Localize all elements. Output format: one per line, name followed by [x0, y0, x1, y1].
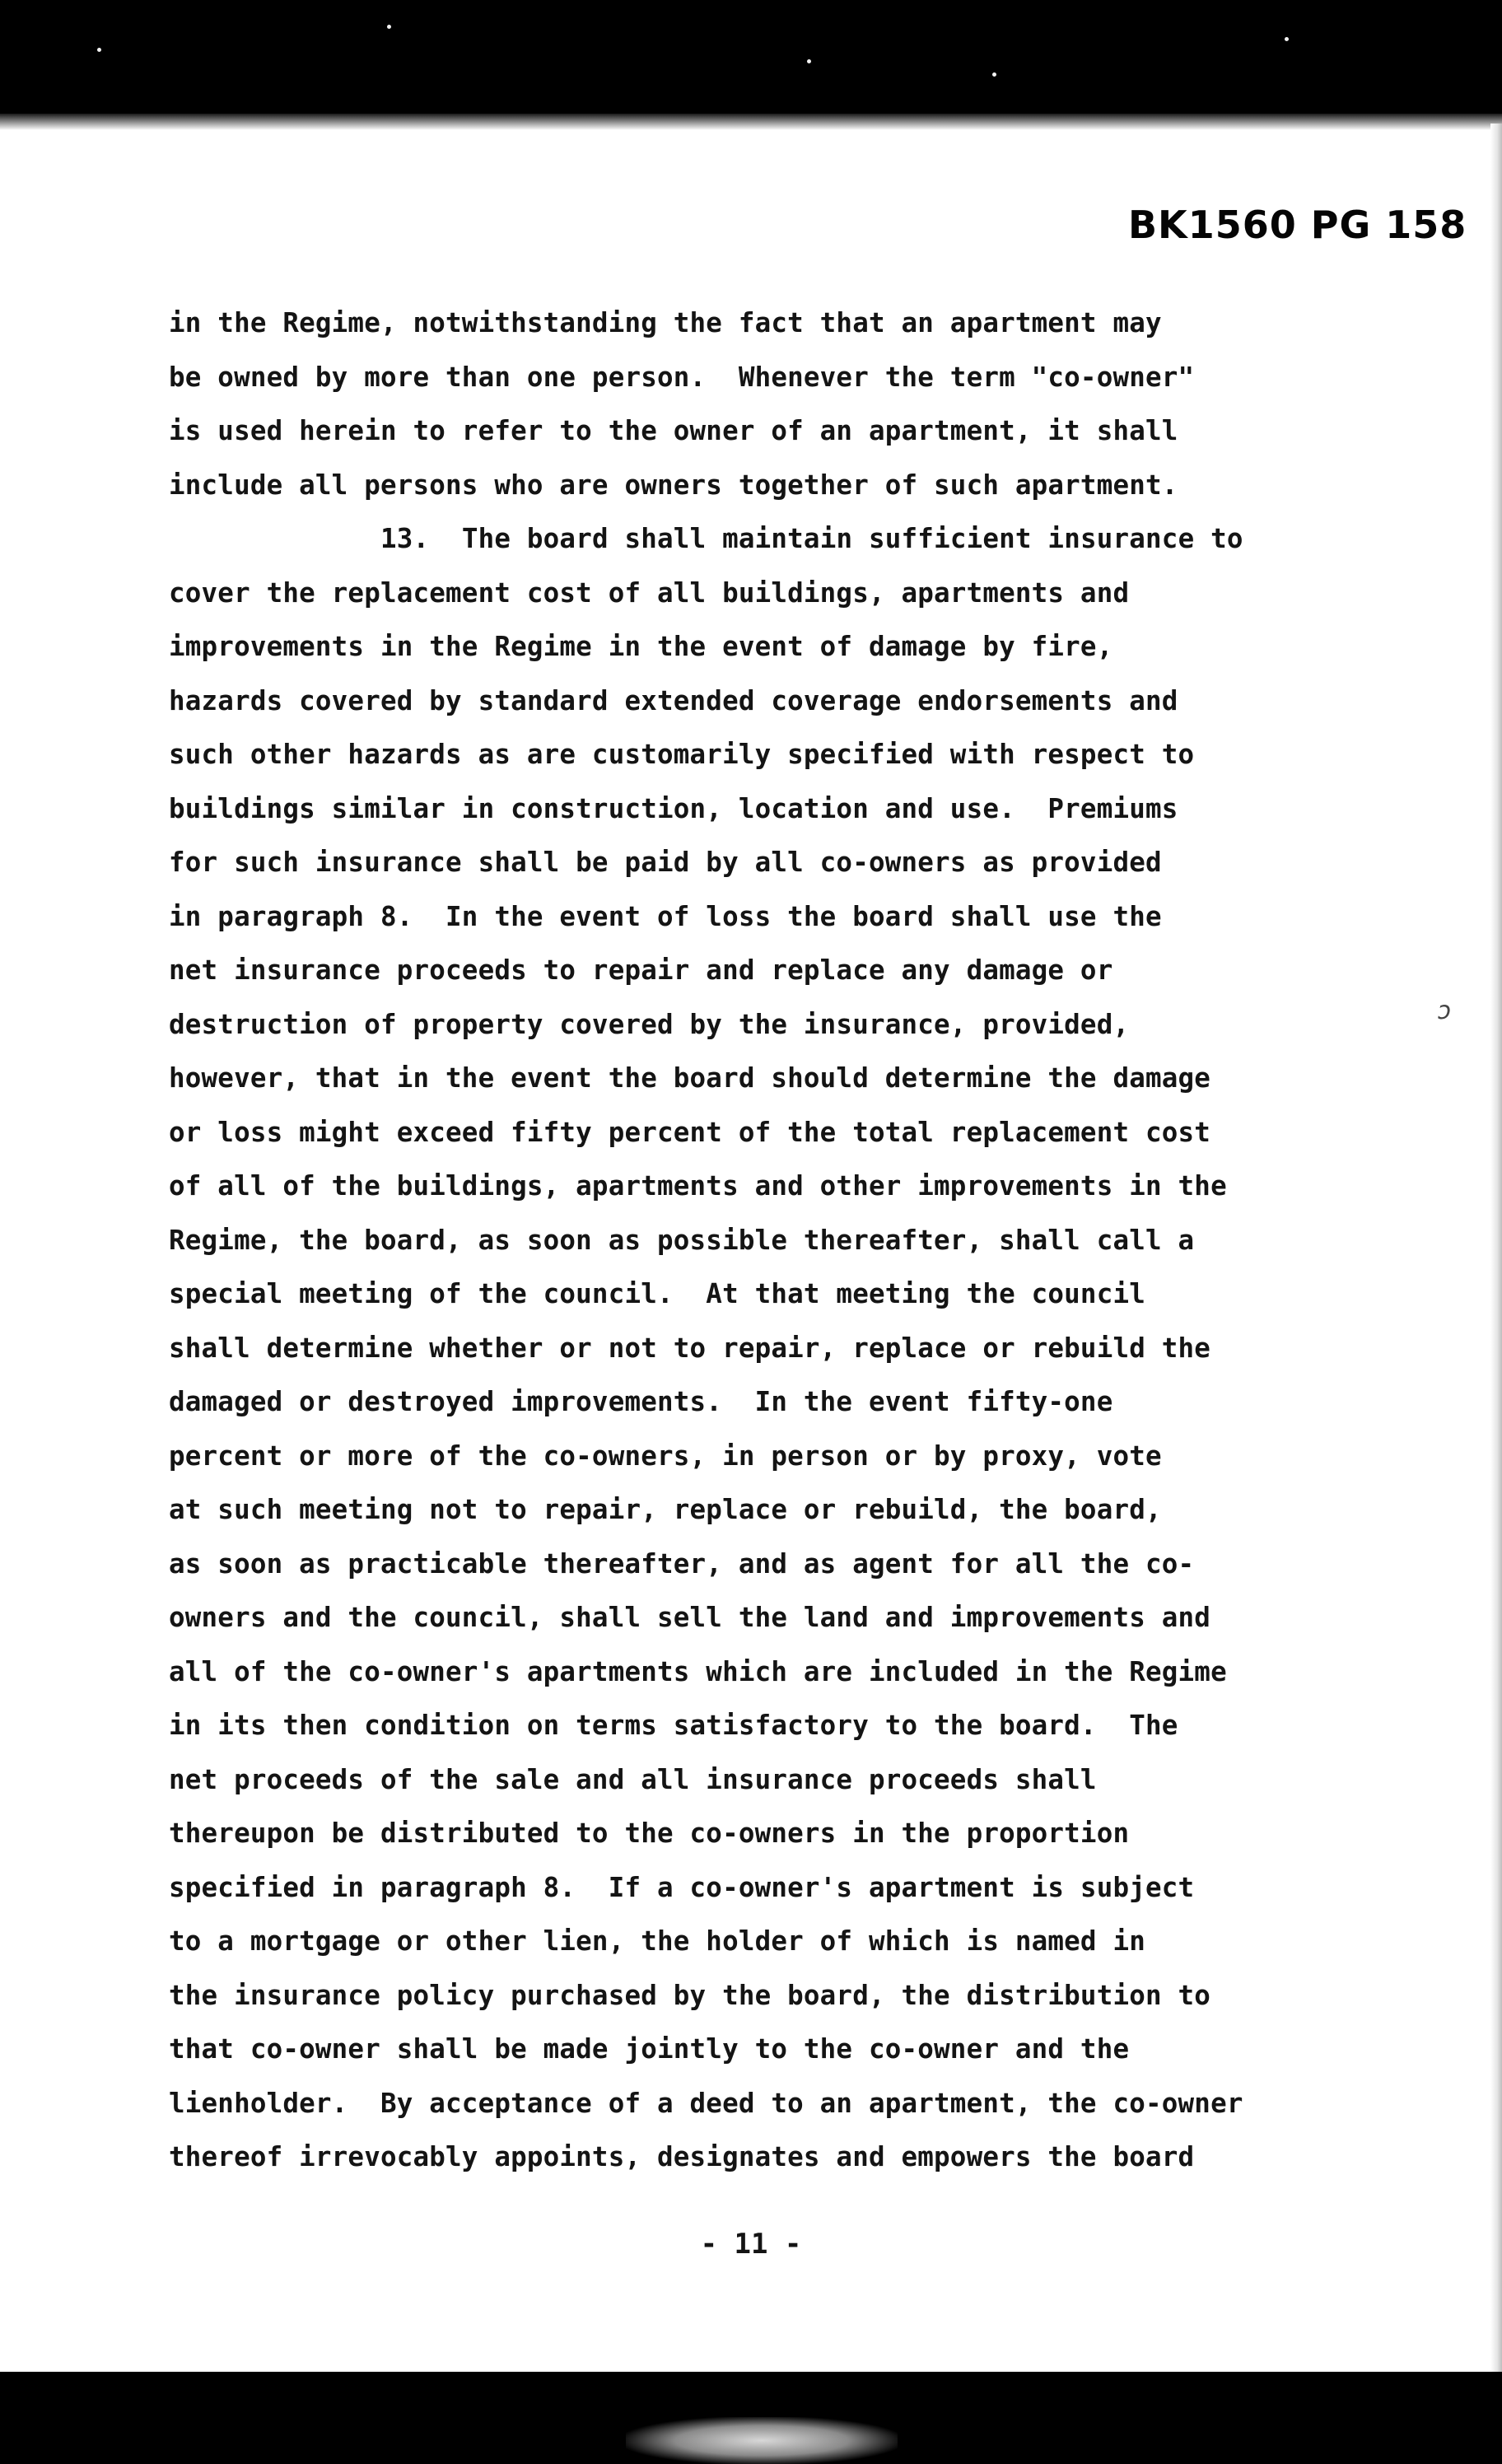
text-line: such other hazards as are customarily specified with respect to: [169, 739, 1195, 770]
text-line: percent or more of the co-owners, in person or by proxy, vote: [169, 1440, 1162, 1472]
text-line: specified in paragraph 8. If a co-owner's apartment is subject: [169, 1871, 1195, 1903]
text-line: or loss might exceed fifty percent of the total replacement cost: [169, 1116, 1211, 1148]
text-line: in the Regime, notwithstanding the fact that an apartment may: [169, 307, 1162, 338]
text-line: of all of the buildings, apartments and other improvements in the: [169, 1170, 1227, 1202]
text-line: in its then condition on terms satisfactory to the board. The: [169, 1710, 1178, 1741]
text-line: all of the co-owner's apartments which are included in the Regime: [169, 1655, 1227, 1687]
text-line: destruction of property covered by the insurance, provided,: [169, 1008, 1130, 1040]
text-line: owners and the council, shall sell the land and improvements and: [169, 1602, 1211, 1633]
text-line: Regime, the board, as soon as possible thereafter, shall call a: [169, 1224, 1195, 1256]
scan-border-top: [0, 0, 1502, 124]
dust-speck: [992, 72, 996, 77]
text-line: improvements in the Regime in the event of damage by fire,: [169, 631, 1113, 662]
text-line: the insurance policy purchased by the board, the distribution to: [169, 1979, 1211, 2011]
text-line: be owned by more than one person. Whenever the term "co-owner": [169, 361, 1195, 393]
text-line: thereof irrevocably appoints, designates and empowers the board: [169, 2141, 1195, 2172]
text-line: to a mortgage or other lien, the holder of which is named in: [169, 1925, 1145, 1957]
text-line: is used herein to refer to the owner of an apartment, it shall: [169, 415, 1178, 446]
text-line: that co-owner shall be made jointly to the co-owner and the: [169, 2033, 1130, 2065]
dust-speck: [807, 59, 811, 63]
text-line: as soon as practicable thereafter, and as agent for all the co-: [169, 1547, 1195, 1580]
scan-smudge: [626, 2417, 898, 2464]
text-line: special meeting of the council. At that meeting the council: [169, 1278, 1145, 1309]
text-line: however, that in the event the board should determine the damage: [169, 1062, 1211, 1094]
text-line: buildings similar in construction, location and use. Premiums: [169, 792, 1178, 824]
scan-border-right: [1490, 124, 1502, 2372]
text-line: damaged or destroyed improvements. In the event fifty-one: [169, 1386, 1113, 1417]
paragraph-13-start: 13. The board shall maintain sufficient insurance to: [380, 523, 1243, 554]
text-line: lienholder. By acceptance of a deed to an apartment, the co-owner: [169, 2087, 1243, 2119]
dust-speck: [1285, 37, 1289, 41]
dust-speck: [387, 25, 391, 29]
text-line: net proceeds of the sale and all insurance proceeds shall: [169, 1763, 1097, 1795]
page-number: - 11 -: [700, 2228, 802, 2261]
text-line: in paragraph 8. In the event of loss the board shall use the: [169, 900, 1162, 932]
margin-mark: ɔ: [1437, 996, 1453, 1025]
text-line: shall determine whether or not to repair, replace or rebuild the: [169, 1332, 1211, 1364]
text-line: cover the replacement cost of all buildings, apartments and: [169, 576, 1130, 609]
text-line: hazards covered by standard extended coverage endorsements and: [169, 684, 1178, 716]
text-line: at such meeting not to repair, replace or rebuild, the board,: [169, 1494, 1162, 1525]
book-page-stamp: BK1560 PG 158: [1128, 203, 1467, 247]
text-line: thereupon be distributed to the co-owners in the proportion: [169, 1818, 1130, 1849]
text-line: for such insurance shall be paid by all co-owners as provided: [169, 847, 1162, 878]
text-line: net insurance proceeds to repair and replace any damage or: [169, 954, 1113, 986]
scan-border-top-fade: [0, 114, 1502, 130]
document-body: [169, 296, 1371, 2185]
text-line: include all persons who are owners together of such apartment.: [169, 469, 1178, 501]
dust-speck: [97, 48, 101, 52]
